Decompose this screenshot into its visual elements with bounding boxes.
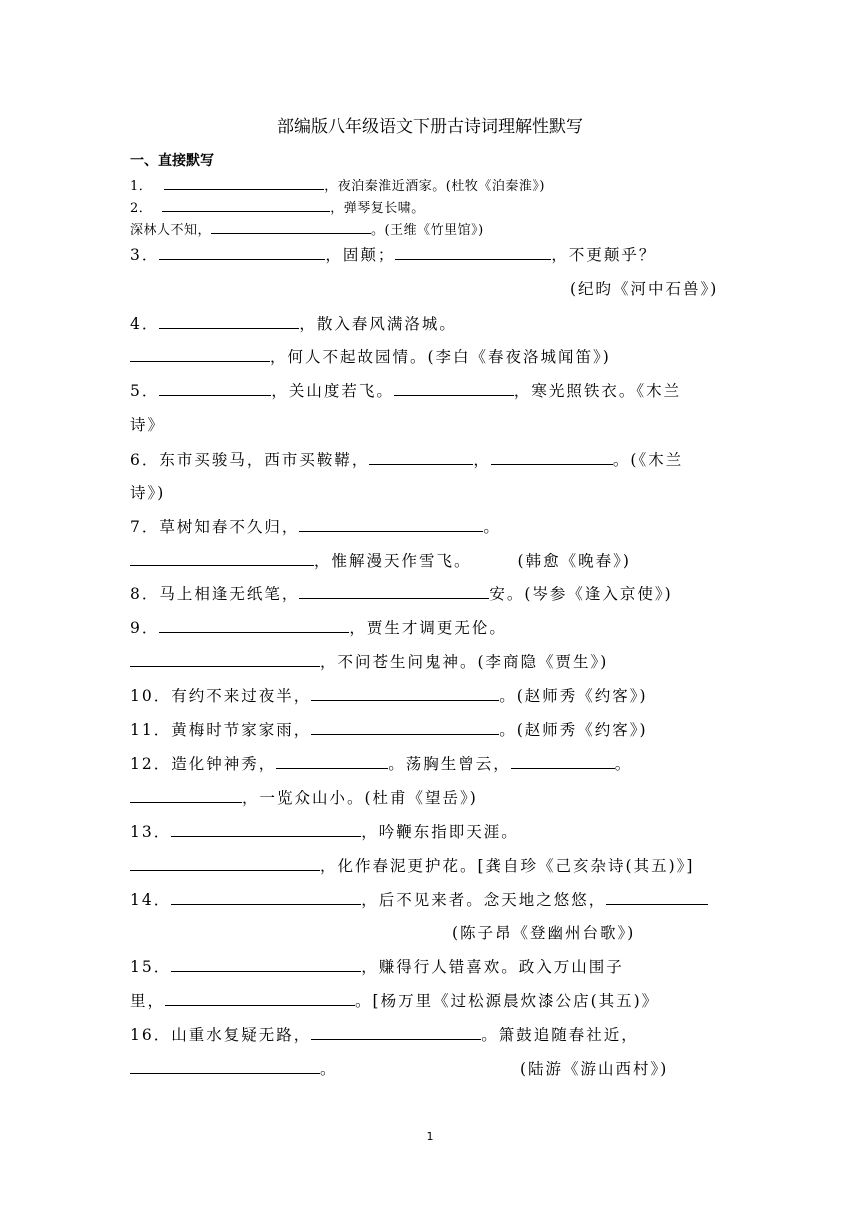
answer-blank[interactable] <box>511 753 615 769</box>
question-16-cont: 。 <box>130 1058 338 1080</box>
answer-blank[interactable] <box>159 380 271 396</box>
answer-blank[interactable] <box>159 617 349 633</box>
answer-blank[interactable] <box>311 719 499 735</box>
answer-blank[interactable] <box>491 449 613 465</box>
answer-blank[interactable] <box>299 583 489 599</box>
answer-blank[interactable] <box>394 380 514 396</box>
answer-blank[interactable] <box>606 889 708 905</box>
question-8: 8．马上相逢无纸笔， 安。(岑参《逢入京使》) <box>130 585 673 603</box>
answer-blank[interactable] <box>130 787 242 803</box>
question-15: 15． ，赚得行人错喜欢。政入万山围子 <box>130 958 624 976</box>
answer-blank[interactable] <box>311 685 499 701</box>
answer-blank[interactable] <box>130 550 314 566</box>
answer-blank[interactable] <box>311 1024 481 1040</box>
answer-blank[interactable] <box>162 196 330 212</box>
question-4: 4． ，散入春风满洛城。 <box>130 315 457 333</box>
question-2-cont: 深林人不知， 。(王维《竹里馆》) <box>130 218 484 241</box>
answer-blank[interactable] <box>130 346 270 362</box>
section-heading: 一、直接默写 <box>130 153 214 169</box>
answer-blank[interactable] <box>171 821 361 837</box>
question-2: 2． ，弹琴复长啸。 <box>130 196 425 219</box>
question-10: 10．有约不来过夜半， 。(赵师秀《约客》) <box>130 687 648 705</box>
answer-blank[interactable] <box>171 956 361 972</box>
answer-blank[interactable] <box>395 244 551 260</box>
question-16-source: (陆游《游山西村》) <box>520 1060 669 1078</box>
question-15-cont: 里， 。[杨万里《过松源晨炊漆公店(其五)》 <box>130 992 660 1010</box>
answer-blank[interactable] <box>276 753 388 769</box>
question-1: 1． ，夜泊秦淮近酒家。(杜牧《泊秦淮》) <box>130 174 545 197</box>
question-7: 7．草树知春不久归， 。 <box>130 518 501 536</box>
answer-blank[interactable] <box>299 516 483 532</box>
page-number: 1 <box>426 1130 434 1143</box>
question-6-cont: 诗》) <box>130 484 166 502</box>
answer-blank[interactable] <box>130 651 320 667</box>
question-16: 16．山重水复疑无路， 。箫鼓追随春社近， <box>130 1026 639 1044</box>
answer-blank[interactable] <box>211 218 371 234</box>
question-14-source: (陈子昂《登幽州台歌》) <box>452 924 636 942</box>
answer-blank[interactable] <box>164 174 324 190</box>
answer-blank[interactable] <box>130 1058 320 1074</box>
question-6: 6．东市买骏马，西市买鞍鞯， ， 。(《木兰 <box>130 451 684 469</box>
question-5: 5． ，关山度若飞。 ，寒光照铁衣。《木兰 <box>130 382 682 400</box>
question-9-cont: ，不问苍生问鬼神。(李商隐《贾生》) <box>130 651 608 673</box>
question-12-cont: ，一览众山小。(杜甫《望岳》) <box>130 787 478 809</box>
question-13: 13． ，吟鞭东指即天涯。 <box>130 823 519 841</box>
question-11: 11．黄梅时节家家雨， 。(赵师秀《约客》) <box>130 721 648 739</box>
question-9: 9． ，贾生才调更无伦。 <box>130 619 507 637</box>
answer-blank[interactable] <box>171 889 361 905</box>
question-13-cont: ，化作春泥更护花。[龚自珍《己亥杂诗(其五)》] <box>130 855 694 877</box>
question-4-cont: ，何人不起故园情。(李白《春夜洛城闻笛》) <box>130 346 611 368</box>
answer-blank[interactable] <box>159 244 325 260</box>
question-7-cont: ，惟解漫天作雪飞。 (韩愈《晚春》) <box>130 550 631 572</box>
document-title: 部编版八年级语文下册古诗词理解性默写 <box>277 117 583 137</box>
question-14: 14． ，后不见来者。念天地之悠悠， <box>130 889 708 911</box>
question-5-cont: 诗》 <box>130 416 166 434</box>
question-12: 12．造化钟神秀， 。荡胸生曾云， 。 <box>130 755 633 773</box>
answer-blank[interactable] <box>369 449 473 465</box>
answer-blank[interactable] <box>130 855 320 871</box>
answer-blank[interactable] <box>159 313 299 329</box>
question-3: 3． ，固颠； ，不更颠乎？ <box>130 246 657 264</box>
question-3-source: (纪昀《河中石兽》) <box>570 280 719 298</box>
answer-blank[interactable] <box>165 990 355 1006</box>
